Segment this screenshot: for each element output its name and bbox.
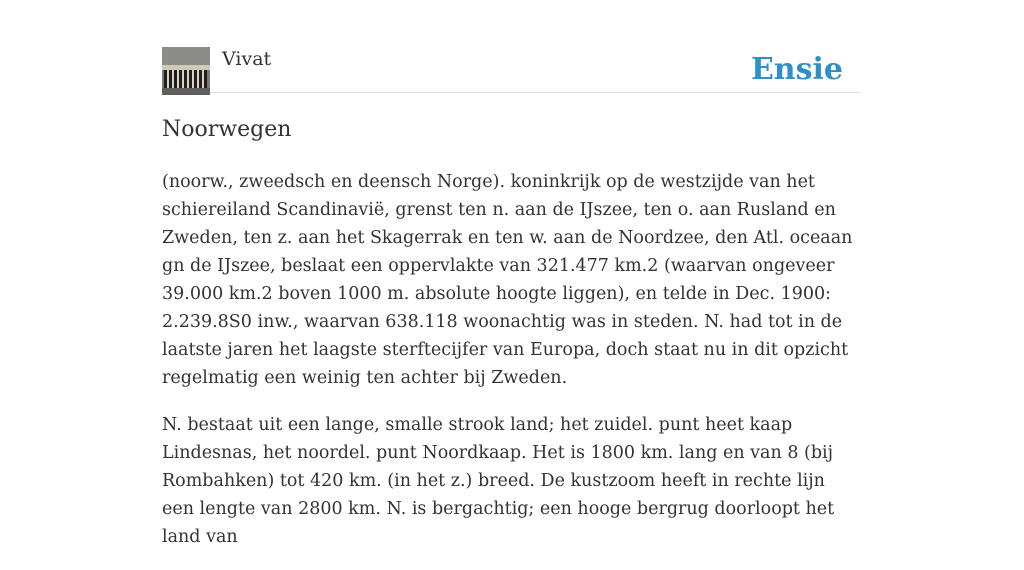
article-paragraph: N. bestaat uit een lange, smalle strook land; het zuidel. punt heet kaap Lindesnas, het noordel. punt Noordkaap. Het is 1800 km. lang en van 8 (bij Rombahken) tot 420 km. (in het z.) breed. De kustzoom heeft in rechte lijn een lengte van 2800 km. N. is bergachtig; een hooge bergrug doorloopt het land van xyxy=(162,415,835,547)
header xyxy=(162,46,862,93)
author-name-link[interactable]: Vivat xyxy=(222,48,272,70)
page-title: Noorwegen xyxy=(162,117,292,142)
article-paragraph: (noorw., zweedsch en deensch Norge). koninkrijk op de westzijde van het schiereiland Scandinavië, grenst ten n. aan de IJszee, ten o. aan Rusland en Zweden, ten z. aan het Skagerrak en ten w. aan de Noordzee, den Atl. oceaan gn de IJszee, beslaat een oppervlakte van 321.477 km.2 (waarvan ongeveer 39.000 km.2 boven 1000 m. absolute hoogte liggen), en telde in Dec. 1900: 2.239.8S0 inw., waarvan 638.118 woonachtig was in steden. N. had tot in de laatste jaren het laagste sterftecijfer van Europa, doch staat nu in dit opzicht regelmatig een weinig ten achter bij Zweden. xyxy=(162,172,853,388)
avatar[interactable] xyxy=(162,47,210,95)
avatar-image xyxy=(162,47,210,95)
article-body xyxy=(162,168,862,570)
ensie-logo-link[interactable]: Ensie xyxy=(750,52,843,87)
